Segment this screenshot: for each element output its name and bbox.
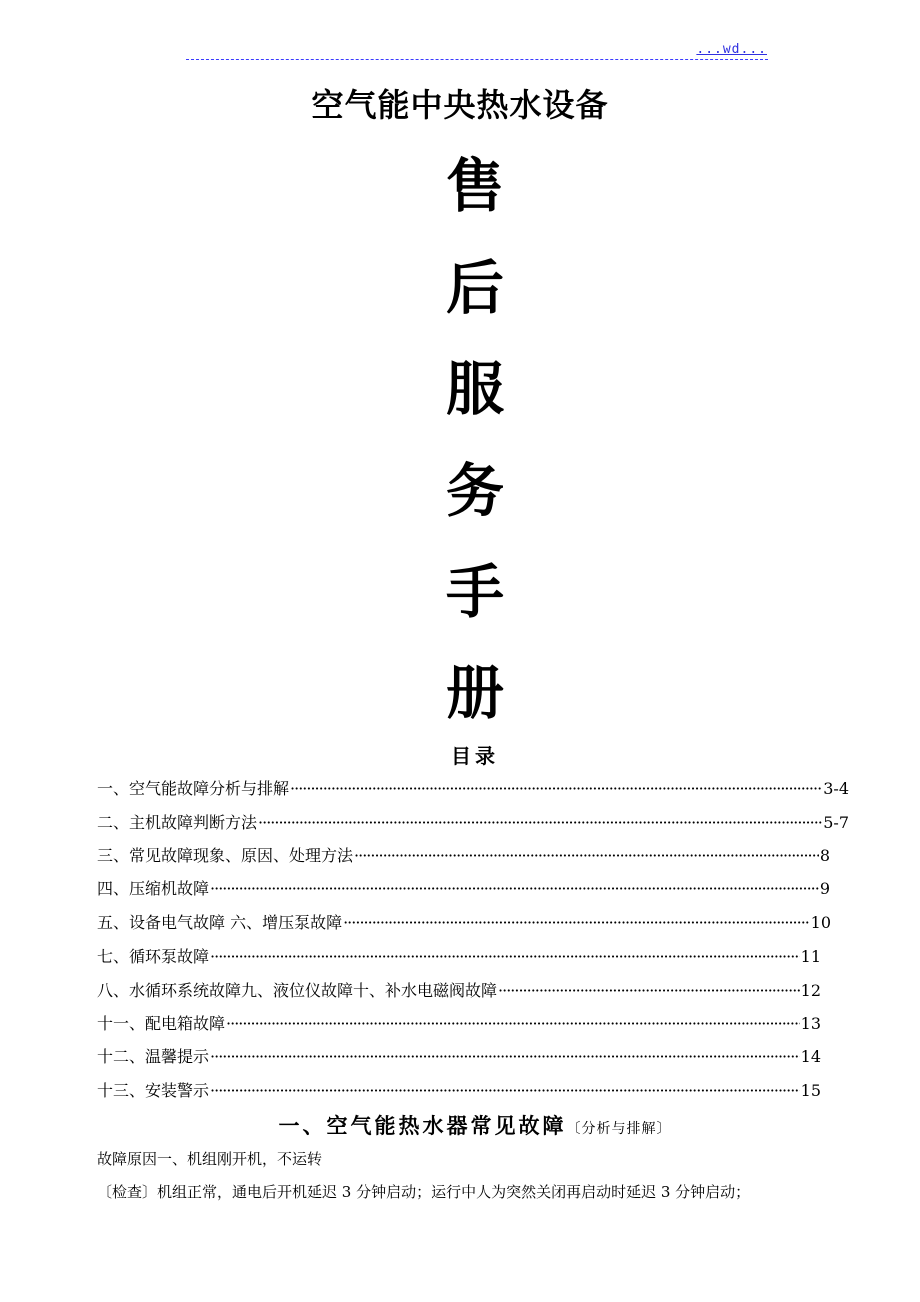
toc-entry-label: 十三、安装警示 [97, 1081, 210, 1100]
toc-entry-label: 二、主机故障判断方法 [97, 813, 258, 832]
cover-char-3: 服 [445, 355, 504, 423]
toc-entry-page: 8 [819, 846, 830, 865]
toc-entry-page: 12 [800, 981, 821, 1000]
toc-entry[interactable] [97, 1045, 821, 1069]
toc-leader-dots [354, 844, 819, 868]
toc-entry[interactable] [97, 777, 849, 801]
toc-leader-dots [343, 911, 810, 935]
toc-leader-dots [210, 1079, 800, 1103]
toc-entry[interactable] [97, 844, 830, 868]
toc-entry-page: 10 [810, 913, 831, 932]
toc-heading: 目录 [451, 744, 499, 768]
body-paragraph-2: 〔检查〕机组正常，通电后开机延迟 3 分钟启动；运行中人为突然关闭再启动时延迟 3 分钟启动； [97, 1183, 751, 1201]
toc-entry-page: 11 [800, 947, 821, 966]
toc-entry-label: 八、水循环系统故障九、液位仪故障十、补水电磁阀故障 [97, 981, 498, 1000]
toc-entry-label: 五、设备电气故障 六、增压泵故障 [97, 913, 343, 932]
toc-entry-page: 5-7 [823, 813, 849, 832]
toc-entry[interactable] [97, 1012, 821, 1036]
toc-leader-dots [226, 1012, 800, 1036]
cover-char-5: 手 [445, 558, 504, 626]
section-heading [0, 1110, 920, 1140]
cover-char-2: 后 [445, 254, 504, 322]
toc-entry-page: 13 [800, 1014, 821, 1033]
header-mark: ...wd... [696, 42, 767, 57]
document-title: 空气能中央热水设备 [311, 86, 609, 124]
toc-entry-label: 十二、温馨提示 [97, 1047, 210, 1066]
cover-char-1: 售 [445, 152, 504, 220]
toc-leader-dots [210, 877, 819, 901]
header-rule [186, 59, 768, 60]
toc-entry-page: 9 [819, 879, 830, 898]
toc-entry-label: 一、空气能故障分析与排解 [97, 779, 290, 798]
cover-char-6: 册 [445, 659, 504, 727]
toc-entry[interactable] [97, 945, 821, 969]
toc-entry-label: 四、压缩机故障 [97, 879, 210, 898]
toc-entry[interactable] [97, 811, 849, 835]
body-paragraph-1: 故障原因一、机组刚开机，不运转 [97, 1150, 323, 1168]
toc-entry[interactable] [97, 979, 821, 1003]
cover-char-4: 务 [445, 457, 504, 525]
section-subtitle: 〔分析与排解〕 [566, 1121, 672, 1137]
toc-leader-dots [290, 777, 822, 801]
toc-entry-label: 十一、配电箱故障 [97, 1014, 226, 1033]
toc-entry[interactable] [97, 877, 830, 901]
toc-leader-dots [498, 979, 800, 1003]
toc-entry[interactable] [97, 911, 831, 935]
toc-leader-dots [210, 945, 800, 969]
section-title: 一、空气能热水器常见故障 [278, 1113, 567, 1138]
toc-entry-page: 15 [800, 1081, 821, 1100]
toc-leader-dots [258, 811, 822, 835]
toc-entry-page: 3-4 [823, 779, 849, 798]
toc-entry-label: 三、常见故障现象、原因、处理方法 [97, 846, 354, 865]
toc-leader-dots [210, 1045, 800, 1069]
toc-entry[interactable] [97, 1079, 821, 1103]
toc-entry-label: 七、循环泵故障 [97, 947, 210, 966]
toc-entry-page: 14 [800, 1047, 821, 1066]
